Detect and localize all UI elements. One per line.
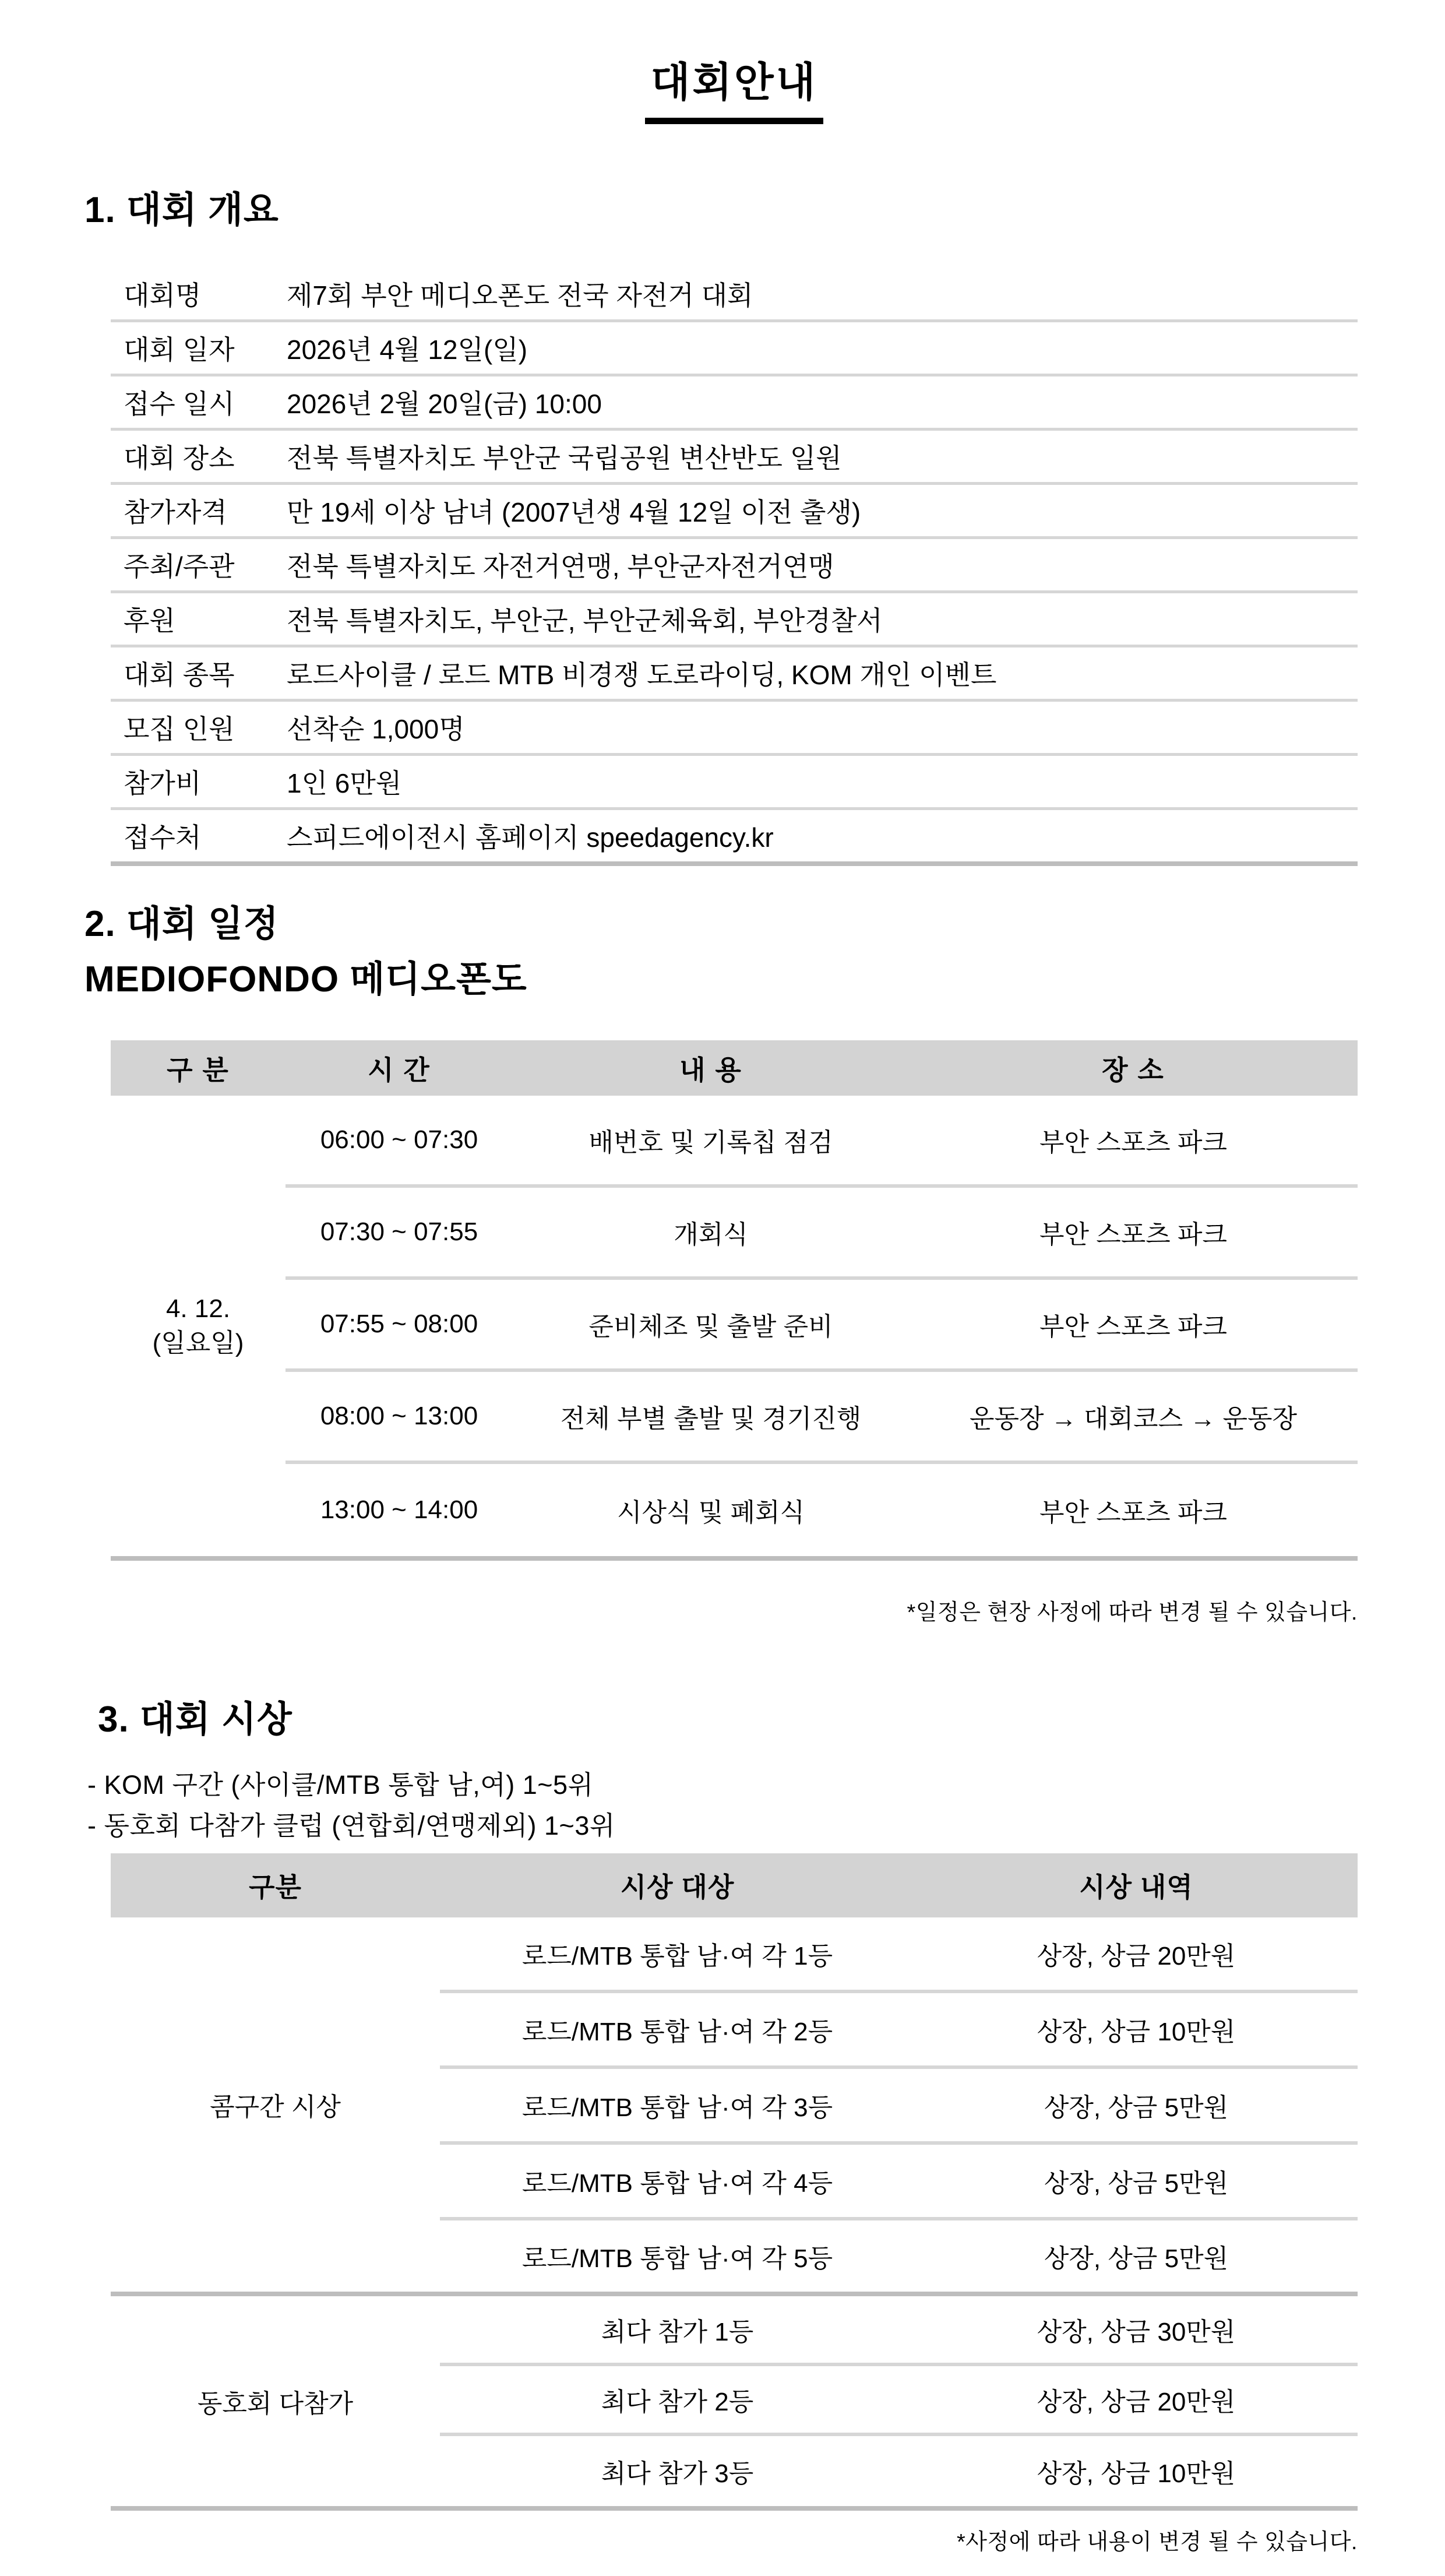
prize-cell: 상장, 상금 5만원 (915, 2220, 1358, 2296)
time-cell: 07:30 ~ 07:55 (286, 1188, 513, 1280)
target-cell: 로드/MTB 통합 남·여 각 5등 (440, 2220, 915, 2296)
target-cell: 최다 참가 3등 (601, 2459, 754, 2488)
place-cell: 운동장 → 대회코스 → 운동장 (909, 1372, 1358, 1464)
table-row (111, 268, 1358, 322)
row-value: 전북 특별자치도 자전거연맹, 부안군자전거연맹 (287, 551, 834, 582)
row-label: 후원 (124, 606, 175, 636)
group-cell: 콤구간 시상 (111, 1917, 440, 2296)
prize-cell: 상장, 상금 20만원 (915, 2366, 1358, 2436)
prize-cell: 상장, 상금 20만원 (915, 1917, 1358, 1993)
row-value: 2026년 2월 20일(금) 10:00 (287, 389, 602, 419)
awards-footnote: *사정에 따라 내용이 변경 될 수 있습니다. (956, 2530, 1358, 2554)
column-header: 구분 (111, 1853, 440, 1917)
day-line2: (일요일) (152, 1329, 244, 1357)
table-row (111, 810, 1358, 866)
page-title: 대회안내 (645, 50, 823, 124)
row-value: 전북 특별자치도 부안군 국립공원 변산반도 일원 (287, 443, 842, 473)
section3-heading: 3. 대회 시상 (98, 1699, 292, 1740)
group-cell: 동호회 다참가 (197, 2390, 354, 2418)
time-cell: 08:00 ~ 13:00 (286, 1372, 513, 1464)
target-cell: 로드/MTB 통합 남·여 각 2등 (440, 1993, 915, 2069)
target-cell: 로드/MTB 통합 남·여 각 4등 (440, 2145, 915, 2220)
table-row (111, 376, 1358, 431)
table-row (111, 702, 1358, 756)
prize-cell: 상장, 상금 5만원 (915, 2069, 1358, 2145)
row-label: 주최/주관 (124, 551, 235, 582)
content-cell: 개회식 (513, 1188, 909, 1280)
day-line1: 4. 12. (165, 1294, 231, 1323)
column-header: 구 분 (111, 1040, 286, 1096)
row-label: 참가비 (124, 768, 202, 798)
section2-heading: 2. 대회 일정 (84, 904, 279, 944)
column-header: 내 용 (513, 1040, 909, 1096)
table-row (111, 647, 1358, 702)
content-cell: 전체 부별 출발 및 경기진행 (513, 1372, 909, 1464)
place-cell: 부안 스포츠 파크 (909, 1188, 1358, 1280)
row-label: 모집 인원 (124, 714, 235, 744)
awards-table (111, 1853, 1358, 2511)
column-header: 시상 내역 (915, 1853, 1358, 1917)
row-value: 선착순 1,000명 (287, 714, 465, 744)
award-bullet: - KOM 구간 (사이클/MTB 통합 남,여) 1~5위 (87, 1770, 594, 1800)
row-label: 대회명 (124, 280, 202, 311)
row-label: 대회 장소 (124, 443, 235, 473)
target-cell: 로드/MTB 통합 남·여 각 3등 (440, 2069, 915, 2145)
table-row (111, 756, 1358, 810)
prize-cell: 상장, 상금 5만원 (915, 2145, 1358, 2220)
row-label: 대회 일자 (124, 335, 235, 365)
content-cell: 준비체조 및 출발 준비 (513, 1280, 909, 1372)
time-cell: 13:00 ~ 14:00 (320, 1495, 478, 1524)
column-header: 시상 대상 (440, 1853, 915, 1917)
place-cell: 부안 스포츠 파크 (909, 1096, 1358, 1188)
day-cell (111, 1096, 286, 1556)
row-value: 로드사이클 / 로드 MTB 비경쟁 도로라이딩, KOM 개인 이벤트 (287, 660, 997, 690)
overview-table (111, 268, 1358, 866)
award-bullet: - 동호회 다참가 클럽 (연합회/연맹제외) 1~3위 (87, 1811, 615, 1840)
row-label: 접수 일시 (124, 389, 235, 419)
row-label: 참가자격 (124, 497, 227, 527)
section1-heading: 1. 대회 개요 (84, 190, 279, 230)
row-value: 2026년 4월 12일(일) (287, 335, 528, 365)
prize-cell: 상장, 상금 10만원 (915, 1993, 1358, 2069)
table-row (111, 593, 1358, 647)
column-header: 장 소 (909, 1040, 1358, 1096)
content-cell: 배번호 및 기록칩 점검 (513, 1096, 909, 1188)
schedule-footnote: *일정은 현장 사정에 따라 변경 될 수 있습니다. (907, 1600, 1358, 1625)
prize-cell: 상장, 상금 10만원 (1037, 2459, 1236, 2488)
row-value: 스피드에이전시 홈페이지 speedagency.kr (287, 822, 774, 853)
target-cell: 최다 참가 1등 (440, 2296, 915, 2366)
time-cell: 06:00 ~ 07:30 (286, 1096, 513, 1188)
table-row (111, 322, 1358, 376)
content-cell: 시상식 및 폐회식 (617, 1498, 805, 1527)
row-value: 만 19세 이상 남녀 (2007년생 4월 12일 이전 출생) (287, 497, 861, 527)
place-cell: 부안 스포츠 파크 (909, 1280, 1358, 1372)
target-cell: 로드/MTB 통합 남·여 각 1등 (440, 1917, 915, 1993)
row-value: 1인 6만원 (287, 768, 402, 798)
time-cell: 07:55 ~ 08:00 (286, 1280, 513, 1372)
row-label: 대회 종목 (124, 660, 235, 690)
target-cell: 최다 참가 2등 (440, 2366, 915, 2436)
row-label: 접수처 (124, 822, 202, 853)
prize-cell: 상장, 상금 30만원 (915, 2296, 1358, 2366)
schedule-table (111, 1040, 1358, 1561)
table-row (111, 539, 1358, 593)
title-wrap (111, 50, 1358, 124)
table-row (111, 431, 1358, 485)
section2-subheading: MEDIOFONDO 메디오폰도 (84, 959, 527, 1000)
place-cell: 부안 스포츠 파크 (1039, 1498, 1227, 1527)
table-row (111, 485, 1358, 539)
row-value: 전북 특별자치도, 부안군, 부안군체육회, 부안경찰서 (287, 606, 883, 636)
row-value: 제7회 부안 메디오폰도 전국 자전거 대회 (287, 280, 753, 311)
column-header: 시 간 (286, 1040, 513, 1096)
